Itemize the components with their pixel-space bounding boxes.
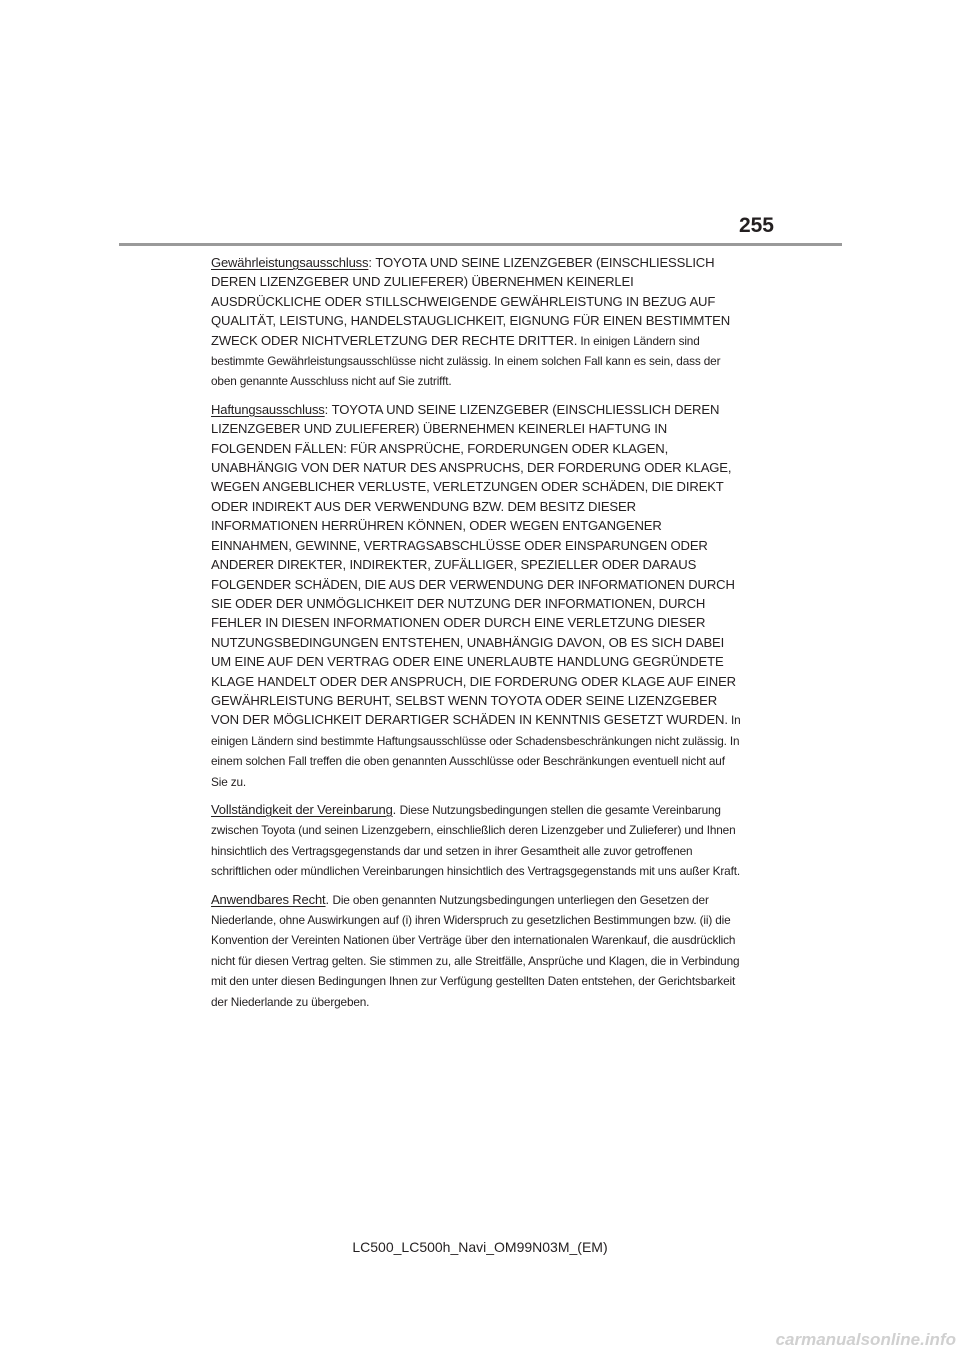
paragraph-entire-agreement <box>211 800 743 882</box>
separator: : <box>368 255 376 270</box>
term-warranty-disclaimer: Gewährleistungsausschluss <box>211 255 369 270</box>
separator: . <box>325 891 333 907</box>
separator: . <box>392 801 400 817</box>
body-text: In einigen Ländern sind bestimmte Haftungsausschlüsse oder Schadensbeschränkungen nicht zulässig. In einem solchen Fall treffen die oben genannten Ausschlüsse oder Beschränkungen eventuell nicht auf Sie zu. <box>211 713 741 789</box>
paragraph-warranty-disclaimer <box>211 253 743 392</box>
term-entire-agreement: Vollständigkeit der Vereinbarung <box>211 801 393 817</box>
caps-text: TOYOTA UND SEINE LIZENZGEBER (EINSCHLIESSLICH DEREN LIZENZGEBER UND ZULIEFERER) ÜBERNEHMEN KEINERLEI AUSDRÜCKLICHE ODER STILLSCHWEIGENDE GEWÄHRLEISTUNG IN BEZUG AUF QUALITÄT, LEISTUNG, HANDELSTAUGLICHKEIT, EIGNUNG FÜR EINEN BESTIMMTEN ZWECK ODER NICHTVERLETZUNG DER RECHTE DRITTER. <box>211 255 731 348</box>
footer-document-code: LC500_LC500h_Navi_OM99N03M_(EM) <box>352 1239 608 1255</box>
term-governing-law: Anwendbares Recht <box>211 891 326 907</box>
body-text: In einigen Ländern sind bestimmte Gewährleistungsausschlüsse nicht zulässig. In einem solchen Fall kann es sein, dass der oben genannte Ausschluss nicht auf Sie zutrifft. <box>211 333 721 389</box>
paragraph-liability-disclaimer <box>211 400 743 792</box>
page-number: 255 <box>738 214 774 237</box>
watermark: carmanualsonline.info <box>775 1330 956 1349</box>
page-body <box>211 253 743 1020</box>
header-rule <box>119 243 842 246</box>
separator: : <box>324 401 332 417</box>
term-liability-disclaimer: Haftungsausschluss <box>211 401 325 417</box>
paragraph-governing-law <box>211 890 743 1012</box>
caps-text: TOYOTA UND SEINE LIZENZGEBER (EINSCHLIESSLICH DEREN LIZENZGEBER UND ZULIEFERER) ÜBERNEHMEN KEINERLEI HAFTUNG IN FOLGENDEN FÄLLEN: FÜR ANSPRÜCHE, FORDERUNGEN ODER KLAGEN, UNABHÄNGIG VON DER NATUR DES ANSPRUCHS, DER FORDERUNG ODER KLAGE, WEGEN ANGEBLICHER VERLUSTE, VERLETZUNGEN ODER SCHÄDEN, DIE DIREKT ODER INDIREKT AUS DER VERWENDUNG BZW. DEM BESITZ DIESER INFORMATIONEN HERRÜHREN KÖNNEN, ODER WEGEN ENTGANGENER EINNAHMEN, GEWINNE, VERTRAGSABSCHLÜSSE ODER EINSPARUNGEN ODER ANDERER DIREKTER, INDIREKTER, ZUFÄLLIGER, SPEZIELLER ODER DARAUS FOLGENDER SCHÄDEN, DIE AUS DER VERWENDUNG DER INFORMATIONEN DURCH SIE ODER DER UNMÖGLICHKEIT DER NUTZUNG DER INFORMATIONEN, DURCH FEHLER IN DIESEN INFORMATIONEN ODER DURCH EINE VERLETZUNG DIESER NUTZUNGSBEDINGUNGEN ENTSTEHEN, UNABHÄNGIG DAVON, OB ES SICH DABEI UM EINE AUF DEN VERTRAG ODER EINE UNERLAUBTE HANDLUNG GEGRÜNDETE KLAGE HANDELT ODER DER ANSPRUCH, DIE FORDERUNG ODER KLAGE AUF EINER GEWÄHRLEISTUNG BERUHT, SELBST WENN TOYOTA ODER SEINE LIZENZGEBER VON DER MÖGLICHKEIT DERARTIGER SCHÄDEN IN KENNTNIS GESETZT WURDEN. <box>211 401 736 728</box>
body-text: Die oben genannten Nutzungsbedingungen unterliegen den Gesetzen der Niederlande, ohne Auswirkungen auf (i) ihren Widerspruch zu gesetzlichen Bestimmungen bzw. (ii) die Konvention der Vereinten Nationen über Verträge über den internationalen Warenkauf, die ausdrücklich nicht für diesen Vertrag gelten. Sie stimmen zu, alle Streitfälle, Ansprüche und Klagen, die in Verbindung mit den unter diesen Bedingungen Ihnen zur Verfügung gestellten Daten entstehen, der Gerichtsbarkeit der Niederlande zu übergeben. <box>211 892 740 1009</box>
body-text: Diese Nutzungsbedingungen stellen die gesamte Vereinbarung zwischen Toyota (und seinen Lizenzgebern, einschließlich deren Lizenzgeber und Zulieferer) und Ihnen hinsichtlich des Vertragsgegenstands dar und setzen in ihrer Gesamtheit alle zuvor getroffenen schriftlichen oder mündlichen Vereinbarungen hinsichtlich des Vertragsgegenstands mit uns außer Kraft. <box>211 802 740 879</box>
